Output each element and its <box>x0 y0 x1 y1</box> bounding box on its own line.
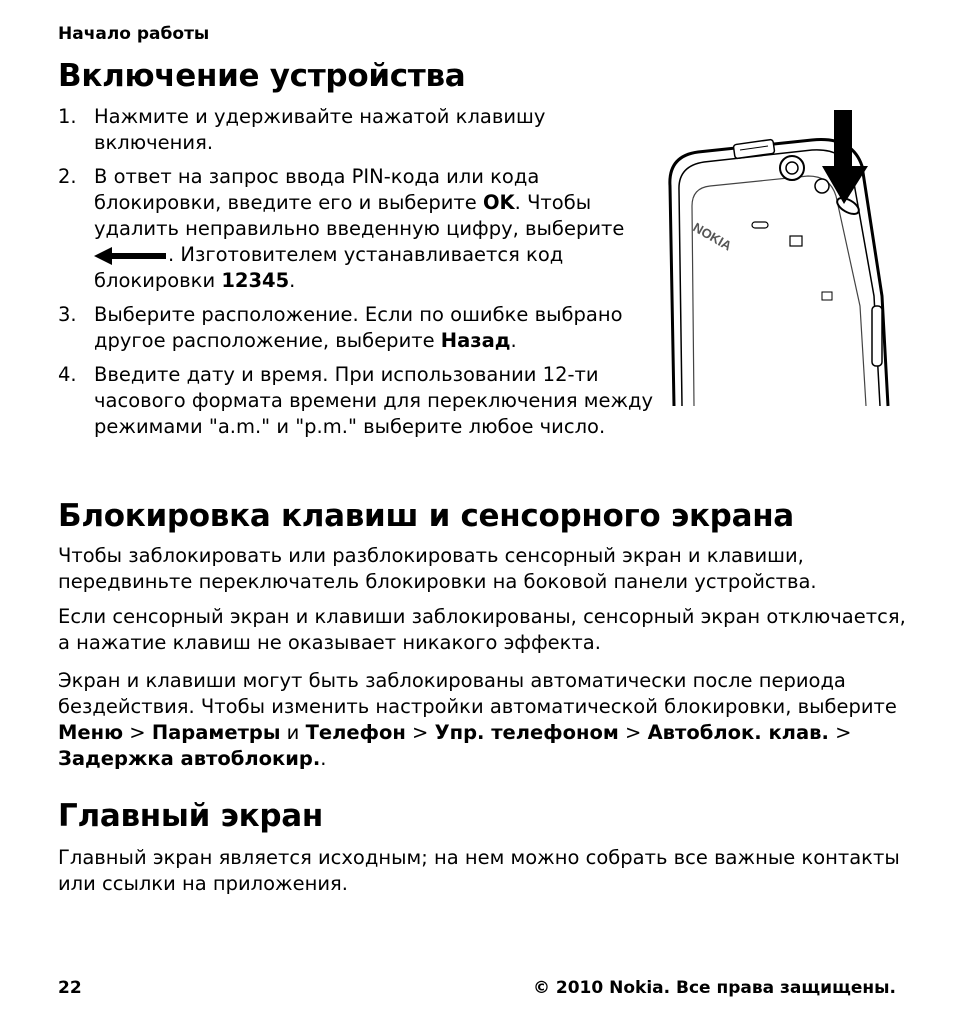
step-1 <box>58 104 658 156</box>
step-text: В ответ на запрос ввода PIN-кода или кода блокировки, введите его и выберите <box>94 165 540 214</box>
step-number: 3. <box>58 303 77 326</box>
step-number: 4. <box>58 363 77 386</box>
step-2 <box>58 164 658 294</box>
step-text: . <box>289 269 296 292</box>
section-title-keylock: Блокировка клавиш и сенсорного экрана <box>58 498 794 534</box>
copyright: © 2010 Nokia. Все права защищены. <box>532 978 896 998</box>
path-separator: > <box>625 721 642 744</box>
phone-power-key-illustration <box>662 106 894 412</box>
path-phone: Телефон <box>305 721 406 744</box>
step-text: . <box>510 329 517 352</box>
section-title-power-on: Включение устройства <box>58 58 466 94</box>
path-settings: Параметры <box>151 721 281 744</box>
ok-softkey: OK <box>482 191 515 214</box>
step-number: 1. <box>58 105 77 128</box>
path-separator: > <box>412 721 429 744</box>
keylock-paragraph-2: Если сенсорный экран и клавиши заблокированы, сенсорный экран отключается, а нажатие клавиш не оказывает никакого эффекта. <box>58 605 906 654</box>
page-number: 22 <box>58 978 82 998</box>
back-softkey: Назад <box>440 329 511 352</box>
step-4 <box>58 362 658 440</box>
running-header: Начало работы <box>58 24 210 44</box>
power-on-steps <box>58 104 658 448</box>
step-number: 2. <box>58 165 77 188</box>
path-separator: > <box>835 721 852 744</box>
path-and: и <box>286 721 300 744</box>
path-autolock-delay: Задержка автоблокир. <box>58 747 321 770</box>
step-3 <box>58 302 658 354</box>
keylock-paragraph-3 <box>58 668 908 772</box>
lock-code: 12345 <box>221 269 290 292</box>
keylock-paragraph-3-text: Экран и клавиши могут быть заблокированы автоматически после периода бездействия. Чтобы изменить настройки автоматической блокировки, выберите <box>58 669 897 718</box>
step-text: Выберите расположение. Если по ошибке выбрано другое расположение, выберите <box>94 303 623 352</box>
keylock-paragraph-1: Чтобы заблокировать или разблокировать сенсорный экран и клавиши, передвиньте переключатель блокировки на боковой панели устройства. <box>58 544 817 593</box>
step-text: Введите дату и время. При использовании 12-ти часового формата времени для переключения между режимами "a.m." и "p.m." выберите любое число. <box>94 363 654 438</box>
path-separator: > <box>129 721 146 744</box>
path-phone-management: Упр. телефоном <box>434 721 619 744</box>
home-paragraph: Главный экран является исходным; на нем можно собрать все важные контакты или ссылки на приложения. <box>58 846 900 895</box>
path-menu: Меню <box>58 721 124 744</box>
backspace-arrow-icon <box>94 246 168 266</box>
step-text: Нажмите и удерживайте нажатой клавишу включения. <box>94 105 546 154</box>
path-autolock: Автоблок. клав. <box>647 721 829 744</box>
path-end: . <box>320 747 327 770</box>
step-text: . Изготовителем устанавливается код блокировки <box>94 243 564 292</box>
section-title-home-screen: Главный экран <box>58 798 324 834</box>
step-text: . Чтобы удалить неправильно введенную цифру, выберите <box>94 191 625 240</box>
phone-brand-label: NOKIA <box>690 219 735 254</box>
